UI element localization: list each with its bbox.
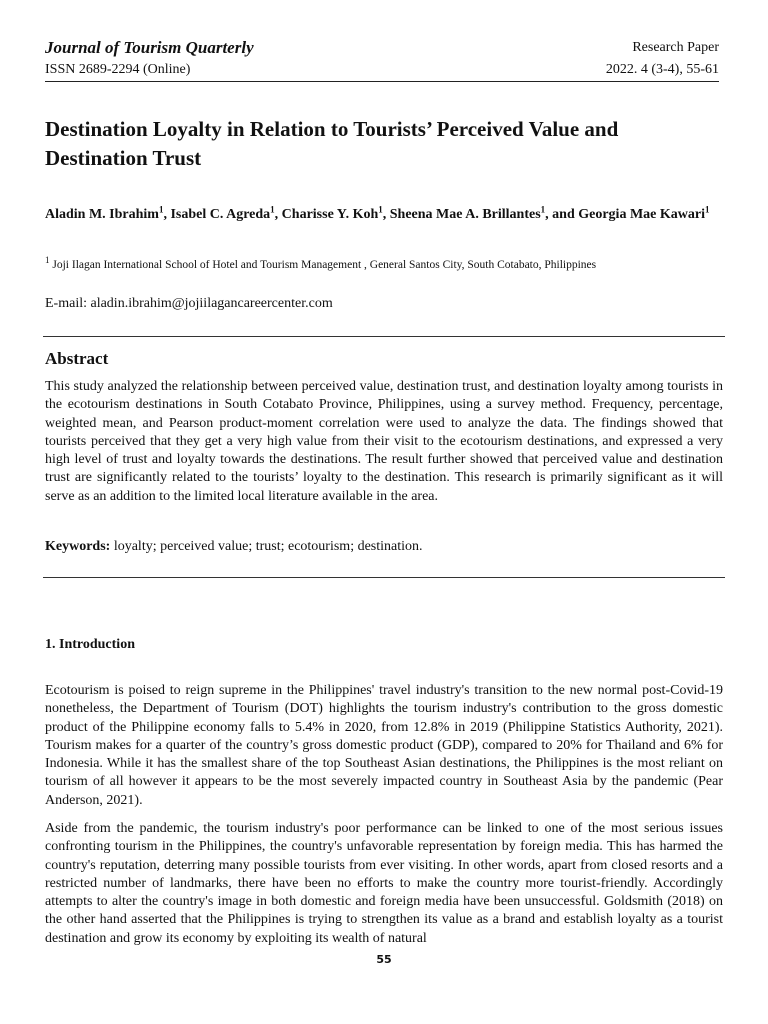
author-separator: , <box>163 207 171 222</box>
header-divider <box>45 81 719 82</box>
affiliation-mark: 1 <box>45 255 50 266</box>
author-separator: , and <box>545 207 579 222</box>
paper-type: Research Paper <box>632 40 719 55</box>
author-affiliation-mark: 1 <box>270 204 275 215</box>
issn: ISSN 2689-2294 (Online) <box>45 62 191 77</box>
author-name: Sheena Mae A. Brillantes <box>389 207 541 222</box>
author-affiliation-mark: 1 <box>540 204 546 215</box>
keywords <box>45 539 723 555</box>
author-separator: , <box>382 207 390 222</box>
author-name: Isabel C. Agreda <box>170 207 271 222</box>
page-number: 55 <box>376 953 392 966</box>
author-affiliation-mark: 1 <box>378 204 383 215</box>
author-affiliation-mark: 1 <box>158 204 164 215</box>
body-paragraph: Aside from the pandemic, the tourism industry's poor performance can be linked to one of the most serious issues confronting tourism in the Philippines, the country's unfavorable representation by foreign media. This has harmed the country's reputation, deterring many possible tourists from ever visiting. In other words, apart from closed resorts and a restricted number of landmarks, there have been no efforts to make the country more tourist-friendly. Accordingly attempts to alter the country's image in both domestic and foreign media have been unsuccessful. Goldsmith (2018) on the other hand asserted that the Philippines is trying to strengthen its value as a brand and establish loyalty as a tourist destination and grow its economy by exploiting its wealth of natural <box>45 821 723 946</box>
section-heading: 1. Introduction <box>45 637 135 652</box>
abstract-heading: Abstract <box>45 349 109 368</box>
keywords-text: loyalty; perceived value; trust; ecotourism; destination. <box>110 539 423 554</box>
affiliation <box>45 255 735 271</box>
body-paragraph: Ecotourism is poised to reign supreme in the Philippines' travel industry's transition to the new normal post-Covid-19 nonetheless, the Department of Tourism (DOT) highlights the tourism industry's contribution to the gross domestic product of the Philippine economy falls to 5.4% in 2020, from 12.8% in 2019 (Philippine Statistics Authority, 2021). Tourism makes for a quarter of the country’s gross domestic product (GDP), compared to 20% for Thailand and 6% for Indonesia. While it has the smallest share of the top Southeast Asian destinations, the Philippines is the most reliant on tourism of all however it appears to be the most severely impacted country in Southeast Asia by the pandemic (Pear Anderson, 2021). <box>45 683 723 808</box>
abstract-text: This study analyzed the relationship between perceived value, destination trust, and destination loyalty among tourists in the ecotourism destinations in South Cotabato Province, Philippines, using a survey method. Frequency, percentage, weighted mean, and Pearson product-moment correlation were used to analyze the data. The findings showed that tourists perceived that they get a very high value from their visit to the ecotourism destinations, and expressed a very high level of trust and loyalty towards the destinations. The result further showed that perceived value and destination trust are significantly related to the tourists’ loyalty to the destination. This research is primarily significant as it will serve as an addition to the limited local literature available in the area. <box>45 379 723 504</box>
contact-email: E-mail: aladin.ibrahim@jojiilagancareercenter.com <box>45 296 333 311</box>
author-list <box>45 205 725 224</box>
abstract-bottom-divider <box>43 577 725 578</box>
keywords-label: Keywords: <box>45 539 111 554</box>
affiliation-text: Joji Ilagan International School of Hotel and Tourism Management , General Santos City, South Cotabato, Philippines <box>52 259 597 271</box>
author-name: Aladin M. Ibrahim <box>45 207 159 222</box>
author-name: Georgia Mae Kawari <box>578 207 705 222</box>
journal-name: Journal of Tourism Quarterly <box>45 38 254 57</box>
paper-title: Destination Loyalty in Relation to Tourists’ Perceived Value and Destination Trust <box>45 117 619 170</box>
author-name: Charisse Y. Koh <box>281 207 379 222</box>
abstract-top-divider <box>43 336 725 337</box>
volume-info: 2022. 4 (3-4), 55-61 <box>605 62 719 77</box>
author-affiliation-mark: 1 <box>704 204 710 215</box>
author-separator: , <box>274 207 282 222</box>
